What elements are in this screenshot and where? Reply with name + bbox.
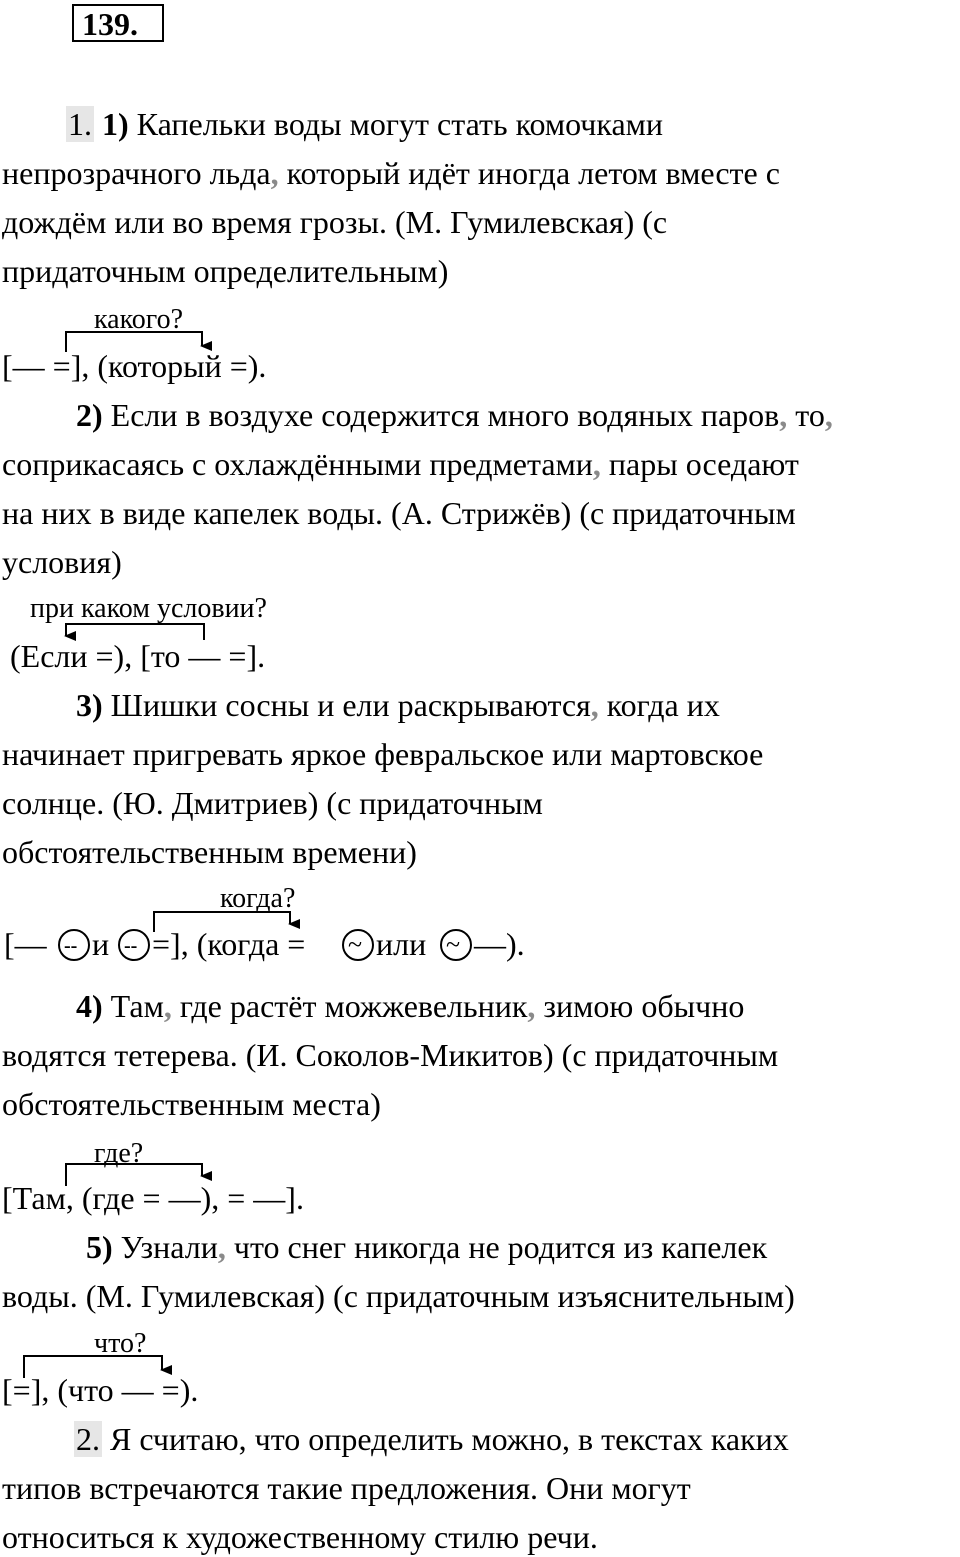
s3-text: когда их [598,687,720,723]
adjective-circle [343,930,373,960]
s2-text: пары оседают [600,446,799,482]
s3-schema [4,926,525,962]
task2-line-3: относиться к художественному стилю речи. [2,1519,598,1555]
s3-schema-symbol: ~ [446,930,461,959]
s4-text: зимою обычно [535,988,745,1024]
s5-schema: [=], (что — =). [2,1372,199,1408]
s3-text: Шишки сосны и ели раскрываются [110,687,591,723]
s5-question: что? [94,1328,147,1359]
participle-circle [59,930,89,960]
s1-line-4: придаточным определительным) [2,253,449,289]
participle-circle [119,930,149,960]
s1-line-2 [2,153,780,193]
comma-mark: , [592,446,601,482]
s5-line-2: воды. (М. Гумилевская) (с придаточным изъяснительным) [2,1278,795,1314]
s3-schema-symbol: ~ [348,930,363,959]
s4-text: Там [110,988,164,1024]
comma-mark: , [527,988,536,1024]
s5-number: 5) [86,1229,113,1265]
s2-line-4: условия) [2,544,122,580]
s4-question: где? [94,1138,144,1169]
s4-number: 4) [76,988,103,1024]
s2-text: Если в воздухе содержится много водяных паров [110,397,780,433]
s1-text: который идёт иногда летом вместе с [278,155,780,191]
s3-line-2: начинает пригревать яркое февральское или мартовское [2,736,764,772]
s4-line-1 [76,986,744,1026]
s4-schema: [Там, (где = —), = —]. [2,1180,304,1216]
adjective-circle [441,930,471,960]
s4-line-3: обстоятельственным места) [2,1086,381,1122]
task2-text: Я считаю, что определить можно, в текстах каких [110,1421,789,1457]
task2-line-1 [74,1419,789,1459]
s3-question: когда? [220,883,296,914]
s2-text: то [787,397,825,433]
comma-mark: , [163,988,172,1024]
s3-line-4: обстоятельственным времени) [2,834,417,870]
s1-question: какого? [94,304,184,335]
s3-line-3: солнце. (Ю. Дмитриев) (с придаточным [2,785,543,821]
s2-question: при каком условии? [30,593,267,624]
s3-schema-part: или [376,926,427,962]
s2-text: соприкасаясь с охлаждёнными предметами [2,446,593,482]
comma-mark: , [270,155,279,191]
s4-text: где растёт можжевельник [171,988,528,1024]
s1-line-3: дождём или во время грозы. (М. Гумилевская) (с [2,204,668,240]
comma-mark: , [824,397,833,433]
task1-number: 1. [68,106,92,142]
s1-text: непрозрачного льда [2,155,271,191]
s3-schema-symbol: -- [124,935,138,957]
s3-schema-part: [— [4,926,47,962]
task2-line-2: типов встречаются такие предложения. Они могут [2,1470,691,1506]
s2-schema: (Если =), [то — =]. [10,638,266,674]
s5-text: Узнали [120,1229,218,1265]
s3-line-1 [76,685,720,725]
s5-line-1 [86,1227,767,1267]
s5-text: что снег никогда не родится из капелек [225,1229,768,1265]
s1-line-1 [66,104,663,144]
s3-schema-part: —). [474,926,525,962]
s3-schema-symbol: -- [64,935,78,957]
comma-mark: , [217,1229,226,1265]
s2-line-1 [76,395,833,435]
comma-mark: , [590,687,599,723]
s1-text: Капельки воды могут стать комочками [136,106,664,142]
s2-line-2 [2,444,799,484]
s3-question-arrow [154,912,290,932]
comma-mark: , [779,397,788,433]
s3-schema-part: и [92,926,110,962]
s2-line-3: на них в виде капелек воды. (А. Стрижёв) (с придаточным [2,495,796,531]
s4-line-2: водятся тетерева. (И. Соколов-Микитов) (с придаточным [2,1037,779,1073]
s3-schema-part: =], (когда = [152,926,306,962]
task2-number: 2. [76,1421,100,1457]
s1-schema: [— =], (который =). [2,348,267,384]
exercise-number: 139. [72,4,164,42]
s1-number: 1) [102,106,129,142]
s3-number: 3) [76,687,103,723]
s2-number: 2) [76,397,103,433]
